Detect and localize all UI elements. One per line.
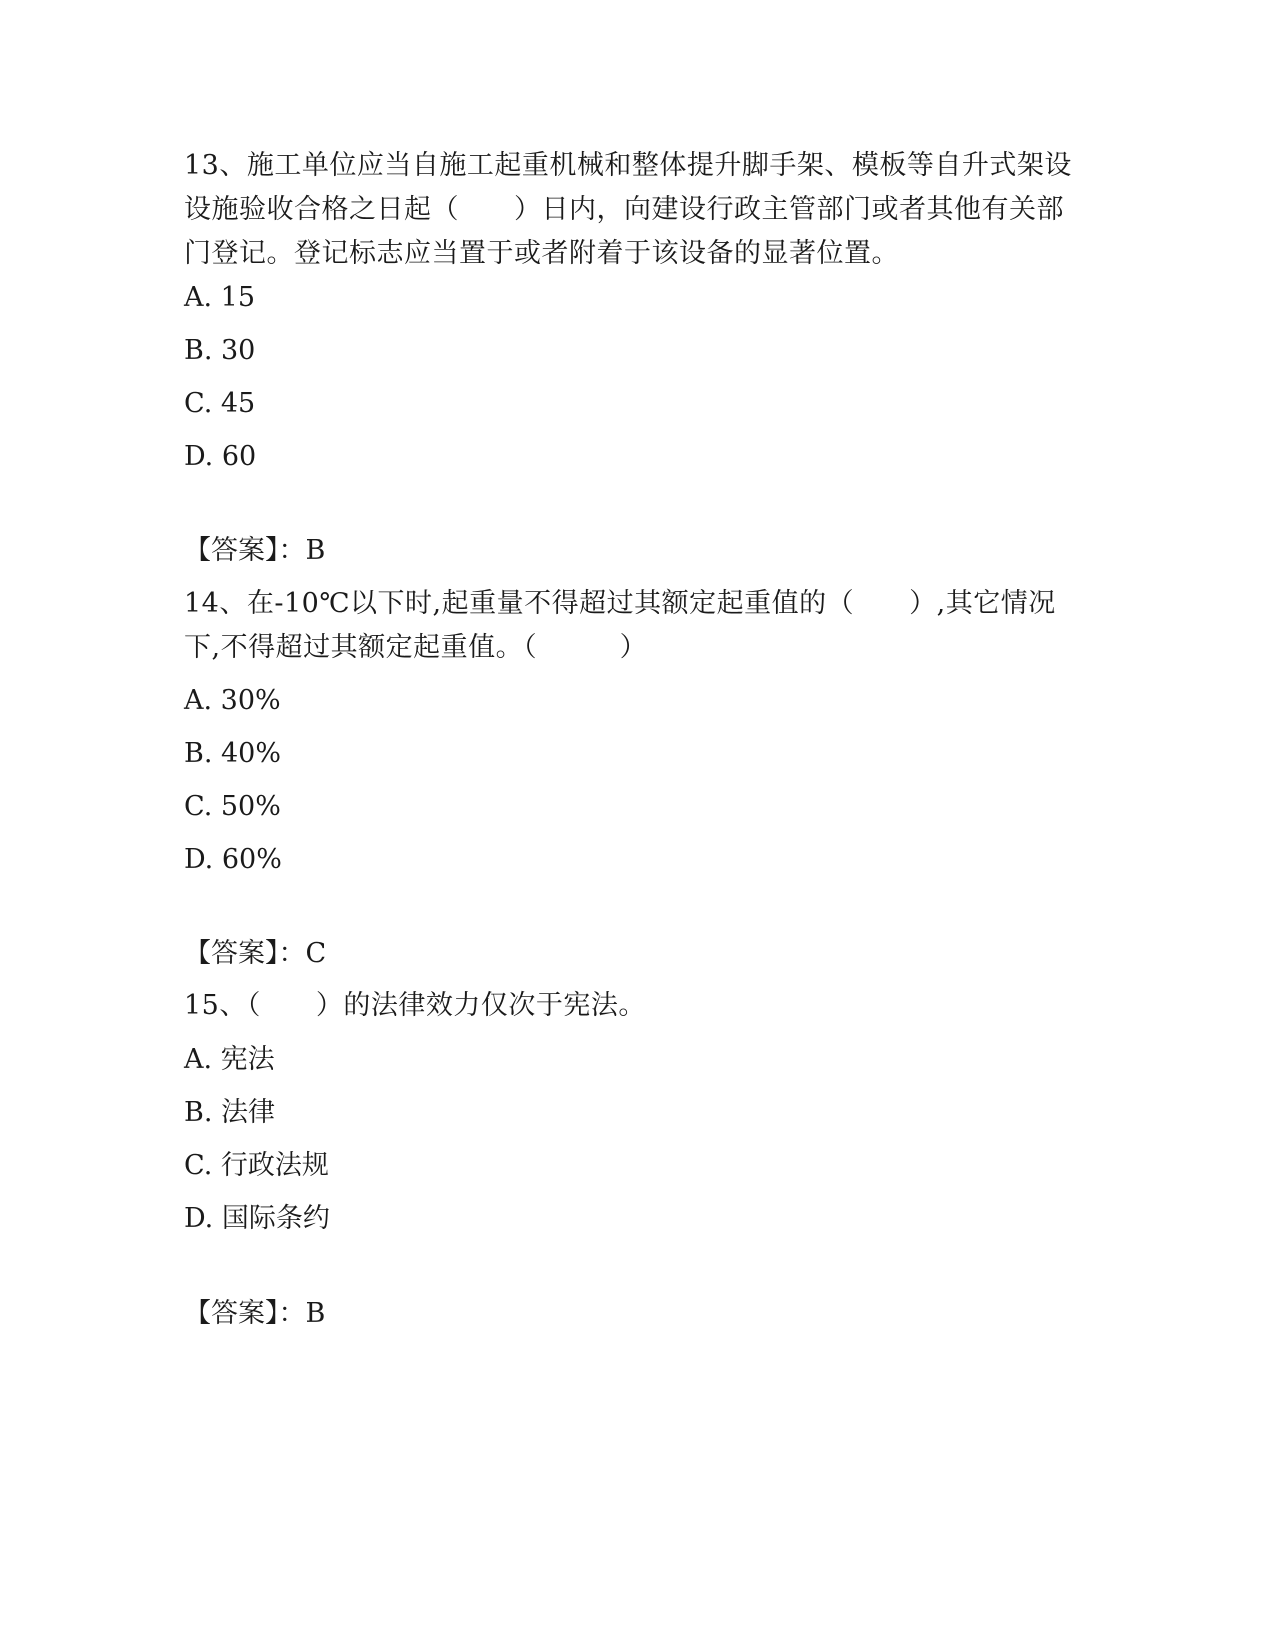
question-15-stem: 15、（ ）的法律效力仅次于宪法。 xyxy=(184,990,646,1021)
question-13-option-b: B. 30 xyxy=(184,335,256,366)
question-14-option-b: B. 40% xyxy=(184,738,282,769)
question-13-option-c: C. 45 xyxy=(184,388,256,419)
question-13-option-a: A. 15 xyxy=(184,282,256,313)
question-14-option-d: D. 60% xyxy=(184,844,282,875)
question-14-stem: 14、在-10℃以下时,起重量不得超过其额定起重值的（ ）,其它情况下,不得超过其额定起重值。（ ） xyxy=(184,588,1056,663)
question-14-option-c: C. 50% xyxy=(184,791,281,822)
question-13-answer: 【答案】：B xyxy=(184,535,326,566)
question-15-answer: 【答案】：B xyxy=(184,1298,326,1329)
question-15-option-a: A. 宪法 xyxy=(184,1044,275,1075)
question-15-option-b: B. 法律 xyxy=(184,1097,276,1128)
question-14-answer: 【答案】：C xyxy=(184,938,327,969)
question-13-option-d: D. 60 xyxy=(184,441,257,472)
question-15-option-c: C. 行政法规 xyxy=(184,1150,329,1181)
question-14-option-a: A. 30% xyxy=(184,685,281,716)
question-13-stem: 13、施工单位应当自施工起重机械和整体提升脚手架、模板等自升式架设设施验收合格之日起（ ）日内，向建设行政主管部门或者其他有关部门登记。登记标志应当置于或者附着于该设备的显著位置。 xyxy=(184,150,1072,269)
question-15-option-d: D. 国际条约 xyxy=(184,1203,330,1234)
